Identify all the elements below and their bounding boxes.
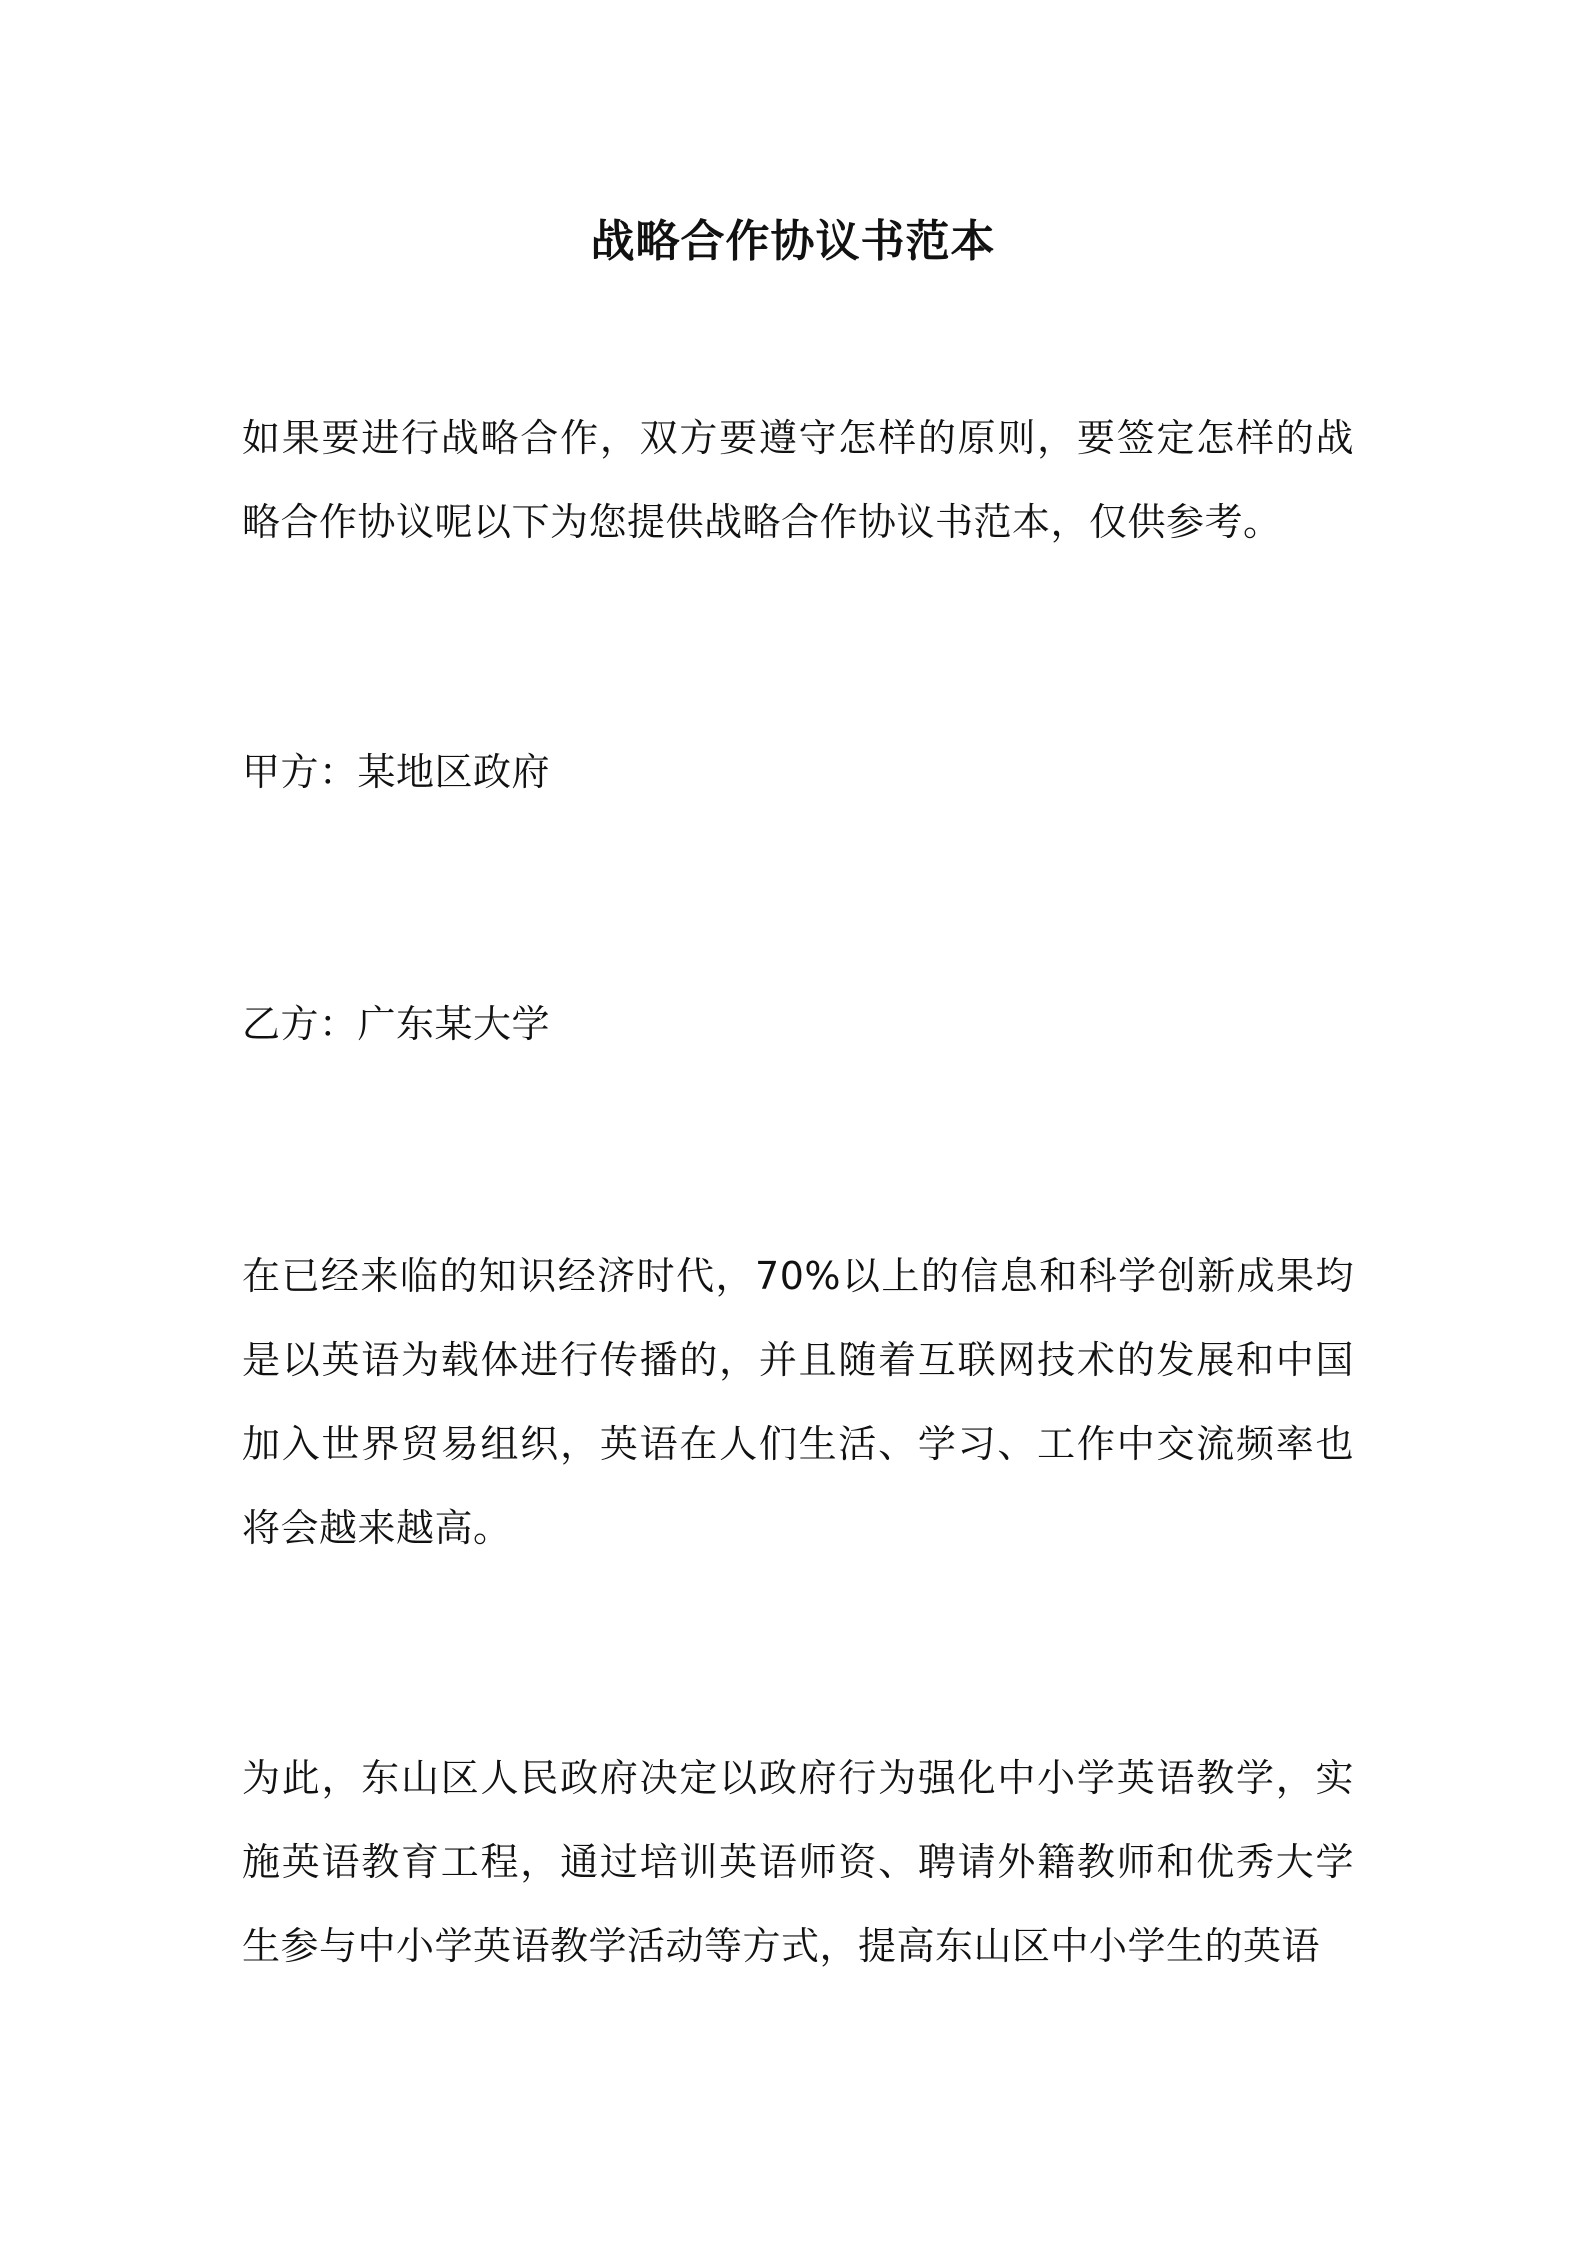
background-paragraph: 在已经来临的知识经济时代，70%以上的信息和科学创新成果均是以英语为载体进行传播的，并且随着互联网技术的发展和中国加入世界贸易组织，英语在人们生活、学习、工作中交流频率也将会越来越高。 (242, 1254, 1354, 1550)
party-a-line: 甲方：某地区政府 (242, 750, 551, 794)
party-b-line: 乙方：广东某大学 (242, 1002, 551, 1046)
document-title: 战略合作协议书范本 (590, 216, 996, 267)
intro-paragraph: 如果要进行战略合作，双方要遵守怎样的原则，要签定怎样的战略合作协议呢以下为您提供战略合作协议书范本，仅供参考。 (242, 416, 1354, 544)
purpose-paragraph: 为此，东山区人民政府决定以政府行为强化中小学英语教学，实施英语教育工程，通过培训英语师资、聘请外籍教师和优秀大学生参与中小学英语教学活动等方式，提高东山区中小学生的英语 (242, 1756, 1354, 1968)
